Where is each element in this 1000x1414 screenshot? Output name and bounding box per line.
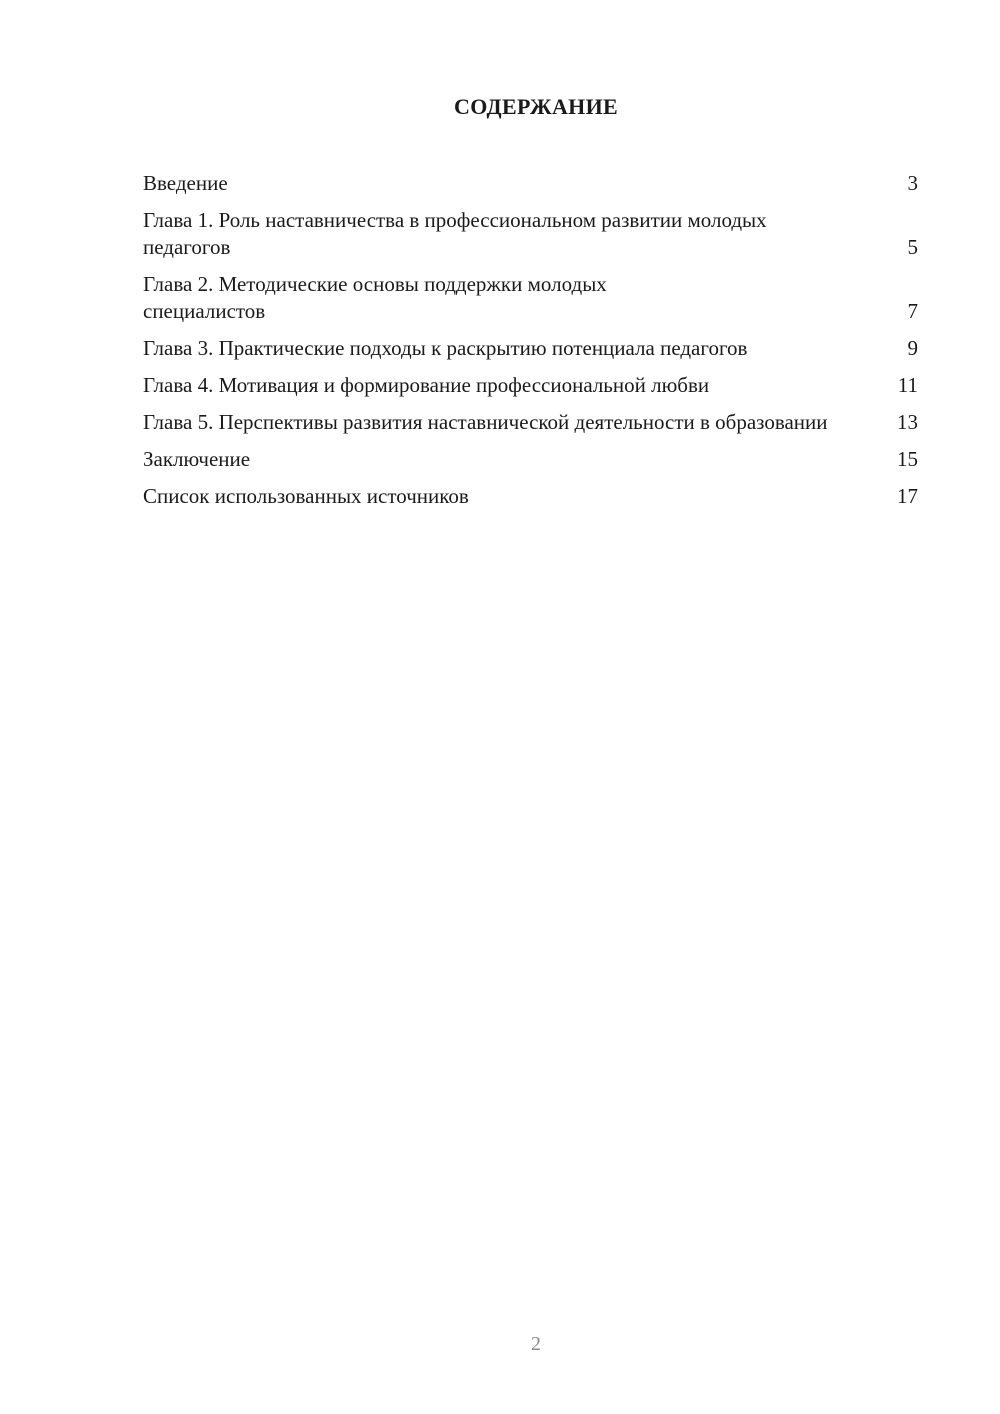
toc-entry-title: Глава 1. Роль наставничества в профессиональном развитии молодых педагогов bbox=[143, 208, 767, 259]
toc-entry-page: 5 bbox=[907, 235, 918, 259]
toc-entry-chapter-3 bbox=[143, 335, 918, 362]
page-number: 2 bbox=[531, 1333, 541, 1355]
toc-entry-page: 13 bbox=[897, 410, 918, 434]
toc-entry-references bbox=[143, 483, 918, 510]
toc-entry-chapter-1 bbox=[143, 207, 918, 261]
toc-entry-page: 7 bbox=[907, 299, 918, 323]
toc-entry-chapter-2 bbox=[143, 271, 918, 325]
toc-entry-page: 11 bbox=[897, 373, 918, 397]
toc-entry-chapter-4 bbox=[143, 372, 918, 399]
page-title: СОДЕРЖАНИЕ bbox=[454, 94, 618, 119]
toc-entry-title: Глава 2. Методические основы поддержки молодых специалистов bbox=[143, 272, 607, 323]
toc-entry-chapter-5 bbox=[143, 409, 918, 436]
toc-entry-title: Глава 4. Мотивация и формирование профессиональной любви bbox=[143, 373, 710, 397]
toc-entry-title: Глава 3. Практические подходы к раскрытию потенциала педагогов bbox=[143, 336, 748, 360]
toc-entry-introduction bbox=[143, 170, 918, 197]
toc-entry-page: 17 bbox=[897, 484, 918, 508]
table-of-contents bbox=[143, 170, 918, 520]
toc-entry-title: Заключение bbox=[143, 447, 251, 471]
toc-entry-page: 15 bbox=[897, 447, 918, 471]
toc-entry-page: 9 bbox=[907, 336, 918, 360]
toc-entry-title: Список использованных источников bbox=[143, 484, 469, 508]
toc-entry-title: Введение bbox=[143, 171, 228, 195]
toc-entry-page: 3 bbox=[907, 171, 918, 195]
toc-entry-conclusion bbox=[143, 446, 918, 473]
toc-entry-title: Глава 5. Перспективы развития наставнической деятельности в образовании bbox=[143, 410, 828, 434]
